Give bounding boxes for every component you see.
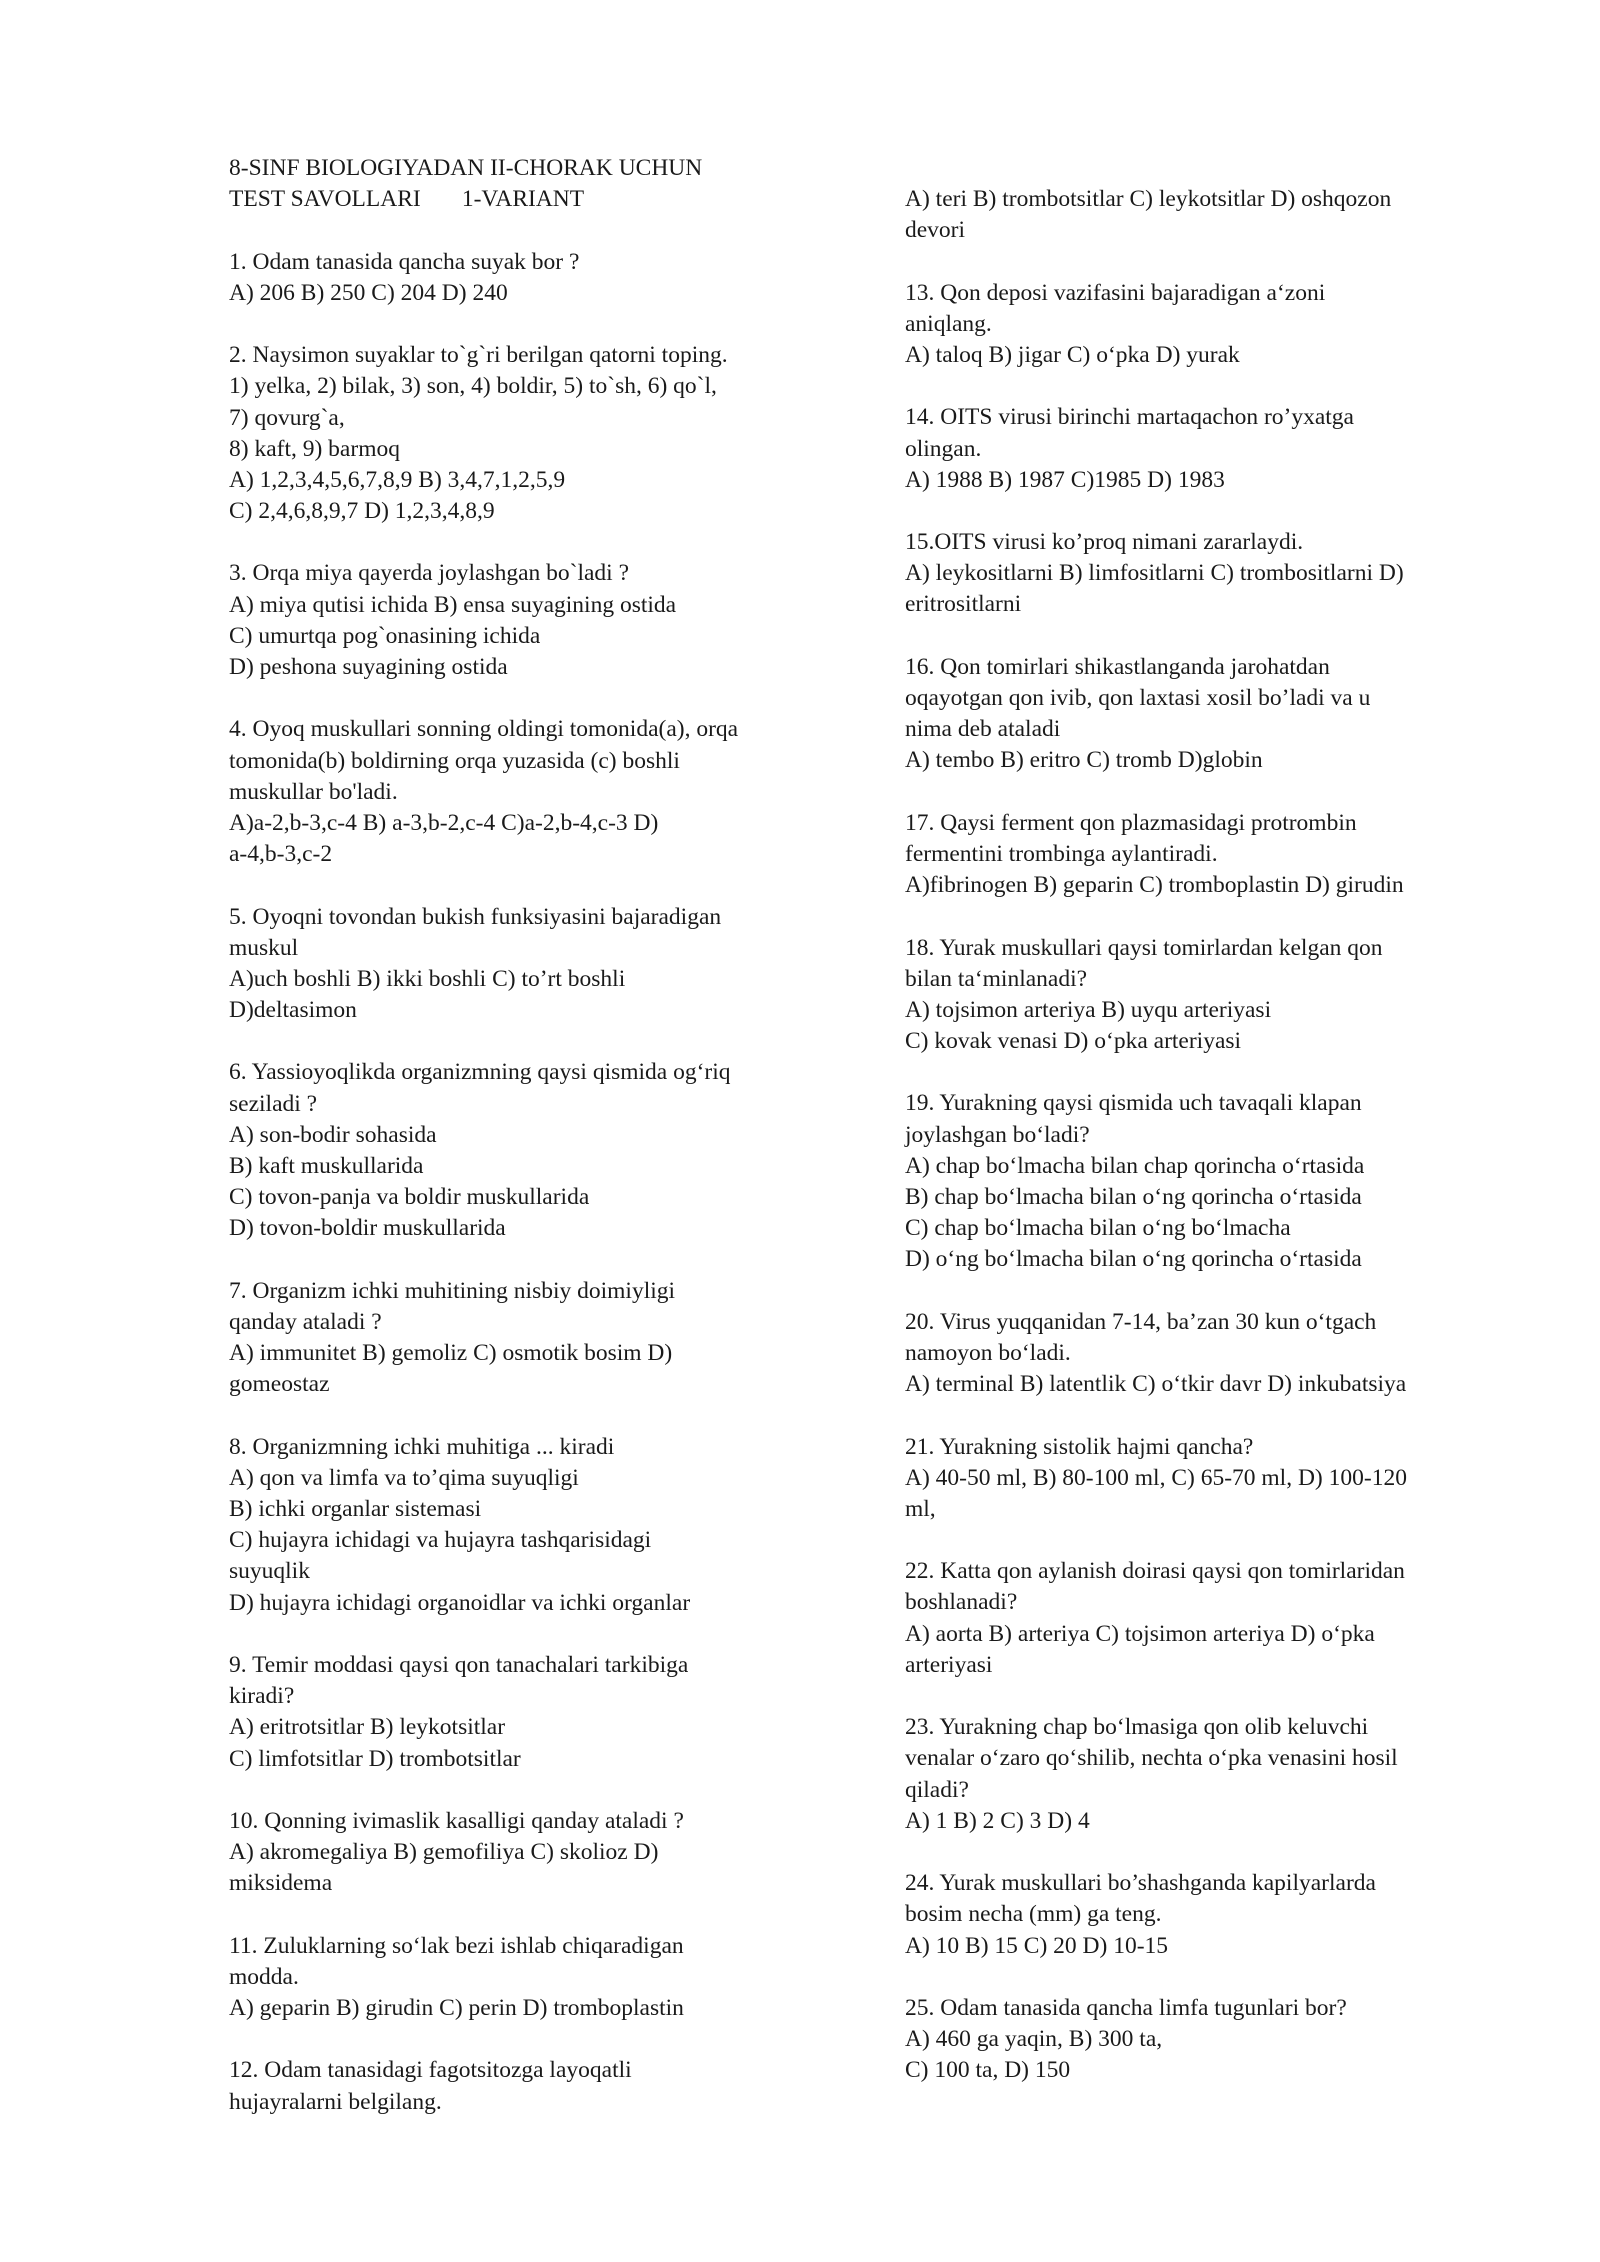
question-item xyxy=(229,340,829,527)
right-column xyxy=(905,184,1505,2118)
question-text: 21. Yurakning sistolik hajmi qancha? xyxy=(905,1433,1254,1460)
question-text: 2. Naysimon suyaklar to`g`ri berilgan qatorni toping. xyxy=(229,342,728,369)
question-line: C) kovak venasi D) o‘pka arteriyasi xyxy=(905,1028,1242,1055)
question-line: gomeostaz xyxy=(229,1371,330,1398)
question-line: B) ichki organlar sistemasi xyxy=(229,1496,482,1523)
question-line: A) qon va limfa va to’qima suyuqligi xyxy=(229,1464,579,1491)
question-item xyxy=(905,1432,1505,1526)
question-text: 18. Yurak muskullari qaysi tomirlardan kelgan qon xyxy=(905,934,1383,961)
question-line: A) 460 ga yaqin, B) 300 ta, xyxy=(905,2026,1163,2053)
question-text: 6. Yassioyoqlikda organizmning qaysi qismida og‘riq xyxy=(229,1059,731,1086)
question-item xyxy=(229,2055,829,2117)
question-item xyxy=(905,1712,1505,1837)
question-line: A)uch boshli B) ikki boshli C) to’rt boshli xyxy=(229,965,626,992)
question-line: namoyon bo‘ladi. xyxy=(905,1339,1071,1366)
question-line: B) chap bo‘lmacha bilan o‘ng qorincha o‘rtasida xyxy=(905,1184,1362,1210)
question-item xyxy=(905,808,1505,902)
question-line: aniqlang. xyxy=(905,310,992,337)
question-line: ml, xyxy=(905,1495,936,1522)
question-item xyxy=(229,558,829,683)
question-line: olingan. xyxy=(905,435,982,462)
question-line: C) tovon-panja va boldir muskullarida xyxy=(229,1184,590,1211)
question-line: A) 10 B) 15 C) 20 D) 10-15 xyxy=(905,1932,1169,1959)
question-line: A) taloq B) jigar C) o‘pka D) yurak xyxy=(905,341,1240,368)
question-item xyxy=(905,1993,1505,2087)
question-line: C) chap bo‘lmacha bilan o‘ng bo‘lmacha xyxy=(905,1215,1291,1242)
question-text: 7. Organizm ichki muhitining nisbiy doimiyligi xyxy=(229,1277,676,1304)
question-line: seziladi ? xyxy=(229,1090,318,1117)
question-text: 1. Odam tanasida qancha suyak bor ? xyxy=(229,248,580,275)
question-line: A) teri B) trombotsitlar C) leykotsitlar D) oshqozon xyxy=(905,186,1392,212)
question-line: A) eritrotsitlar B) leykotsitlar xyxy=(229,1714,506,1741)
question-line: hujayralarni belgilang. xyxy=(229,2088,442,2115)
question-item xyxy=(905,402,1505,496)
question-item xyxy=(905,1088,1505,1275)
question-line: A) 1988 B) 1987 C)1985 D) 1983 xyxy=(905,466,1225,493)
question-line: fermentini trombinga aylantiradi. xyxy=(905,840,1218,867)
question-text: 3. Orqa miya qayerda joylashgan bo`ladi ? xyxy=(229,560,630,587)
title-line-1: 8-SINF BIOLOGIYADAN II-CHORAK UCHUN xyxy=(229,155,703,181)
question-item xyxy=(229,1276,829,1401)
question-line: 1) yelka, 2) bilak, 3) son, 4) boldir, 5) to`sh, 6) qo`l, xyxy=(229,373,717,400)
question-line: oqayotgan qon ivib, qon laxtasi xosil bo’ladi va u xyxy=(905,685,1371,711)
question-line: arteriyasi xyxy=(905,1651,993,1678)
question-line: miksidema xyxy=(229,1870,333,1897)
question-line: eritrositlarni xyxy=(905,591,1022,618)
question-line: qiladi? xyxy=(905,1776,969,1803)
question-item xyxy=(229,247,829,309)
question-line: C) 100 ta, D) 150 xyxy=(905,2057,1071,2084)
question-text: 19. Yurakning qaysi qismida uch tavaqali klapan xyxy=(905,1090,1362,1117)
question-line: A) leykositlarni B) limfositlarni C) trombositlarni D) xyxy=(905,560,1404,587)
question-text: 13. Qon deposi vazifasini bajaradigan a‘zoni xyxy=(905,279,1326,306)
question-line: bosim necha (mm) ga teng. xyxy=(905,1901,1162,1928)
left-question-list xyxy=(229,247,829,2118)
question-line: venalar o‘zaro qo‘shilib, nechta o‘pka venasini hosil xyxy=(905,1745,1398,1772)
question-line: D) o‘ng bo‘lmacha bilan o‘ng qorincha o‘rtasida xyxy=(905,1246,1362,1273)
question-line: A) 206 B) 250 C) 204 D) 240 xyxy=(229,279,508,306)
question-text: 11. Zuluklarning so‘lak bezi ishlab chiqaradigan xyxy=(229,1932,684,1959)
question-line: C) 2,4,6,8,9,7 D) 1,2,3,4,8,9 xyxy=(229,498,495,525)
question-line: A) immunitet B) gemoliz C) osmotik bosim D) xyxy=(229,1340,673,1367)
question-line: A) akromegaliya B) gemofiliya C) skolioz D) xyxy=(229,1839,659,1866)
question-line: tomonida(b) boldirning orqa yuzasida (c) boshli xyxy=(229,747,680,774)
question-line: muskul xyxy=(229,934,299,961)
question-text: 17. Qaysi ferment qon plazmasidagi protrombin xyxy=(905,809,1357,836)
question-line: devori xyxy=(905,217,966,244)
question-line: A)a-2,b-3,c-4 B) a-3,b-2,c-4 C)a-2,b-4,c-3 D) xyxy=(229,809,659,836)
question-item xyxy=(905,1556,1505,1681)
left-column xyxy=(229,153,829,2149)
question-text: 25. Odam tanasida qancha limfa tugunlari bor? xyxy=(905,1994,1347,2021)
question-line: joylashgan bo‘ladi? xyxy=(905,1121,1090,1148)
question-line: C) hujayra ichidagi va hujayra tashqarisidagi xyxy=(229,1527,652,1554)
question-text: 5. Oyoqni tovondan bukish funksiyasini bajaradigan xyxy=(229,903,722,930)
question-text: 22. Katta qon aylanish doirasi qaysi qon tomirlaridan xyxy=(905,1558,1405,1585)
question-item xyxy=(229,1650,829,1775)
question-line: boshlanadi? xyxy=(905,1589,1018,1616)
question-line: C) umurtqa pog`onasining ichida xyxy=(229,622,541,649)
question-line: A) 40-50 ml, B) 80-100 ml, C) 65-70 ml, D) 100-120 xyxy=(905,1464,1407,1491)
question-item xyxy=(905,652,1505,777)
question-text: 9. Temir moddasi qaysi qon tanachalari tarkibiga xyxy=(229,1652,689,1678)
question-item xyxy=(229,902,829,1027)
question-continuation xyxy=(905,184,1505,246)
question-line: A) tojsimon arteriya B) uyqu arteriyasi xyxy=(905,996,1272,1023)
question-line: 7) qovurg`a, xyxy=(229,404,345,431)
question-line: A) geparin B) girudin C) perin D) tromboplastin xyxy=(229,1995,684,2022)
question-text: 20. Virus yuqqanidan 7-14, ba’zan 30 kun o‘tgach xyxy=(905,1308,1377,1335)
question-text: 16. Qon tomirlari shikastlanganda jarohatdan xyxy=(905,653,1330,680)
question-line: A)fibrinogen B) geparin C) tromboplastin D) girudin xyxy=(905,872,1404,899)
question-item xyxy=(229,1806,829,1900)
question-item xyxy=(229,1057,829,1244)
question-text: 4. Oyoq muskullari sonning oldingi tomonida(a), orqa xyxy=(229,716,739,743)
question-line: D) tovon-boldir muskullarida xyxy=(229,1215,506,1242)
question-text: 10. Qonning ivimaslik kasalligi qanday ataladi ? xyxy=(229,1807,684,1834)
question-item xyxy=(905,278,1505,372)
question-line: A) 1,2,3,4,5,6,7,8,9 B) 3,4,7,1,2,5,9 xyxy=(229,466,566,493)
question-line: suyuqlik xyxy=(229,1558,310,1585)
question-line: modda. xyxy=(229,1963,299,1990)
question-line: nima deb ataladi xyxy=(905,716,1061,743)
question-text: 24. Yurak muskullari bo’shashganda kapilyarlarda xyxy=(905,1870,1376,1897)
question-text: 14. OITS virusi birinchi martaqachon ro’yxatga xyxy=(905,404,1354,431)
question-text: 15.OITS virusi ko’proq nimani zararlaydi. xyxy=(905,529,1304,556)
question-item xyxy=(905,527,1505,621)
right-question-list xyxy=(905,184,1505,2086)
question-item xyxy=(229,1931,829,2025)
question-line: B) kaft muskullarida xyxy=(229,1153,424,1179)
question-line: qanday ataladi ? xyxy=(229,1308,382,1335)
document-title xyxy=(229,153,829,215)
question-line: A) son-bodir sohasida xyxy=(229,1121,437,1148)
title-line-2: TEST SAVOLLARI 1-VARIANT xyxy=(229,186,585,213)
question-line: A) aorta B) arteriya C) tojsimon arteriya D) o‘pka xyxy=(905,1620,1375,1647)
question-item xyxy=(905,1307,1505,1401)
question-line: A) terminal B) latentlik C) o‘tkir davr D) inkubatsiya xyxy=(905,1371,1407,1398)
question-item xyxy=(229,714,829,870)
question-text: 12. Odam tanasidagi fagotsitozga layoqatli xyxy=(229,2057,632,2084)
question-item xyxy=(229,1432,829,1619)
question-line: A) 1 B) 2 C) 3 D) 4 xyxy=(905,1807,1090,1834)
question-line: muskullar bo'ladi. xyxy=(229,778,398,805)
question-line: 8) kaft, 9) barmoq xyxy=(229,435,400,462)
question-item xyxy=(905,1868,1505,1962)
question-line: A) miya qutisi ichida B) ensa suyagining ostida xyxy=(229,591,677,618)
question-line: A) tembo B) eritro C) tromb D)globin xyxy=(905,747,1263,774)
question-line: D) hujayra ichidagi organoidlar va ichki organlar xyxy=(229,1589,691,1616)
question-line: kiradi? xyxy=(229,1683,295,1710)
question-text: 8. Organizmning ichki muhitiga ... kiradi xyxy=(229,1433,615,1460)
question-line: A) chap bo‘lmacha bilan chap qorincha o‘rtasida xyxy=(905,1152,1365,1179)
question-text: 23. Yurakning chap bo‘lmasiga qon olib keluvchi xyxy=(905,1714,1369,1741)
question-line: C) limfotsitlar D) trombotsitlar xyxy=(229,1745,521,1772)
question-item xyxy=(905,933,1505,1058)
question-line: bilan ta‘minlanadi? xyxy=(905,965,1088,992)
question-line: D)deltasimon xyxy=(229,997,357,1024)
question-line: D) peshona suyagining ostida xyxy=(229,654,508,680)
question-line: a-4,b-3,c-2 xyxy=(229,841,333,868)
